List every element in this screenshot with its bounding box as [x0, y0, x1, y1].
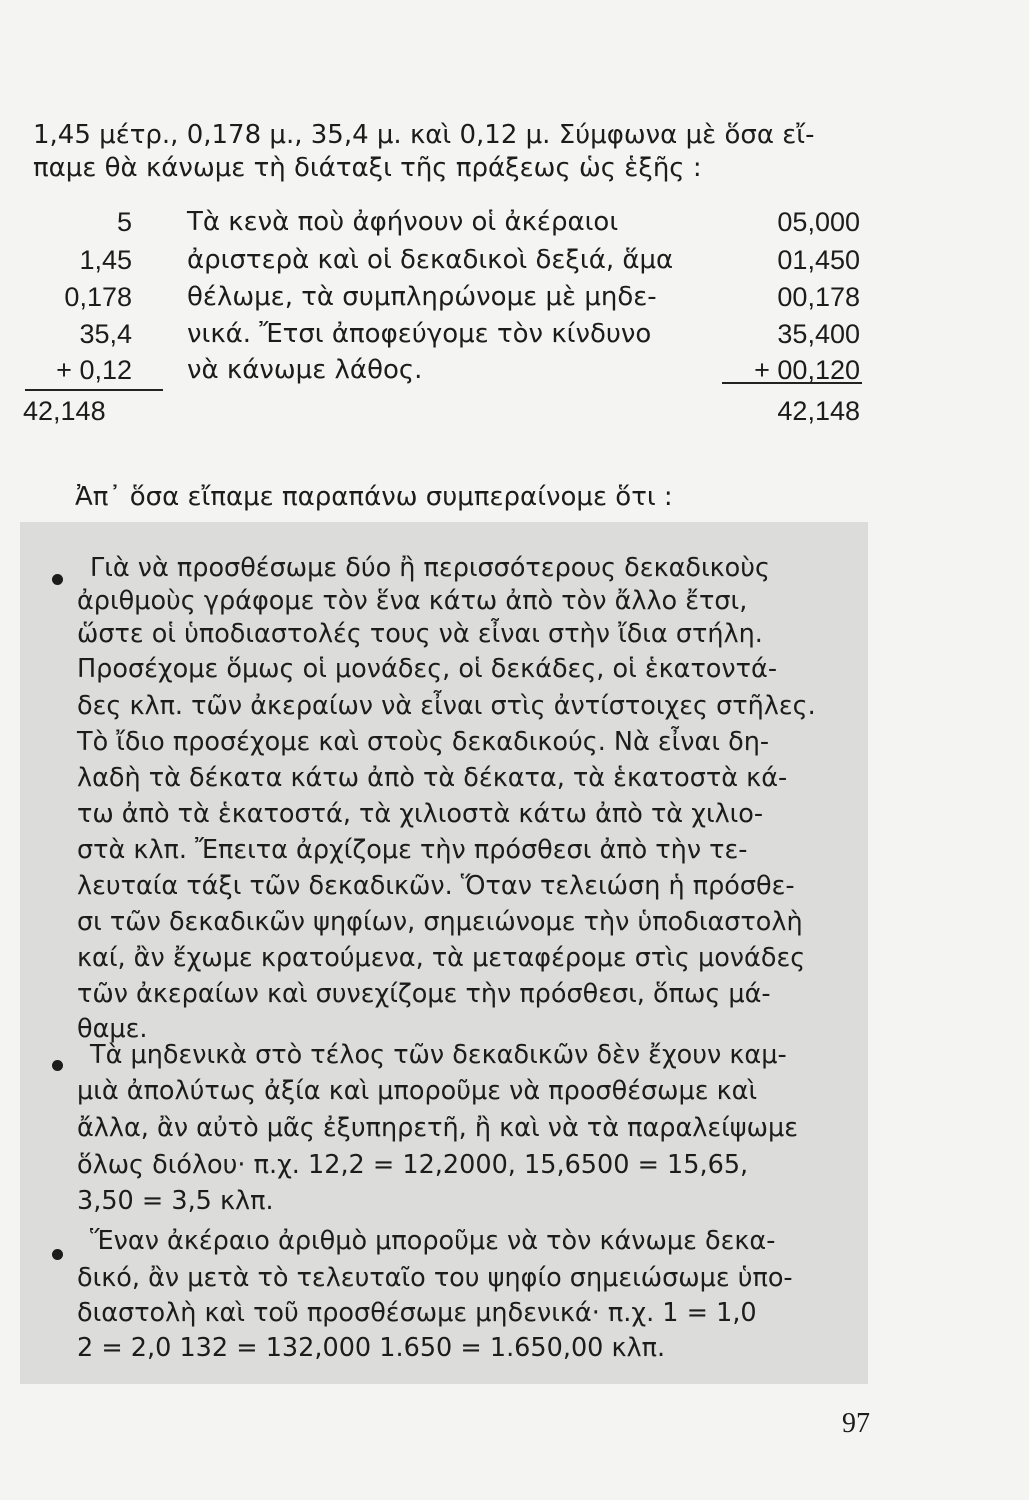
box-line: στὰ κλπ. Ἔπειτα ἀρχίζομε τὴν πρόσθεσι ἀπὸ τὴν τε-	[77, 835, 748, 865]
box-line: θαμε.	[77, 1014, 148, 1044]
right-term: 35,400	[777, 319, 860, 349]
note-line: νὰ κάνωμε λάθος.	[187, 355, 423, 385]
conclusion-line: Ἀπ᾿ ὅσα εἴπαμε παραπάνω συμπεραίνομε ὅτι :	[75, 482, 673, 512]
box-line: ὅλως διόλου· π.χ. 12,2 = 12,2000, 15,6500 = 15,65,	[77, 1150, 749, 1180]
box-line: τῶν ἀκεραίων καὶ συνεχίζομε τὴν πρόσθεσι, ὅπως μά-	[77, 979, 771, 1009]
left-term: 5	[116, 207, 132, 237]
box-line: 3,50 = 3,5 κλπ.	[77, 1186, 274, 1216]
left-sum-rule	[25, 389, 163, 391]
left-term: 1,45	[79, 245, 132, 275]
right-term: 01,450	[777, 245, 860, 275]
page-number: 97	[842, 1408, 870, 1439]
box-line: ἄλλα, ἂν αὐτὸ μᾶς ἐξυπηρετῆ, ἢ καὶ νὰ τὰ παραλείψωμε	[77, 1113, 798, 1143]
note-line: νικά. Ἔτσι ἀποφεύγομε τὸν κίνδυνο	[187, 319, 652, 349]
box-line: Ἕναν ἀκέραιο ἀριθμὸ μποροῦμε νὰ τὸν κάνωμε δεκα-	[90, 1226, 776, 1256]
box-line: τω ἀπὸ τὰ ἑκατοστά, τὰ χιλιοστὰ κάτω ἀπὸ τὰ χιλιο-	[77, 799, 764, 829]
box-line: ἀριθμοὺς γράφομε τὸν ἕνα κάτω ἀπὸ τὸν ἄλλο ἔτσι,	[77, 586, 748, 616]
box-line: δες κλπ. τῶν ἀκεραίων νὰ εἶναι στὶς ἀντίστοιχες στῆλες.	[77, 691, 816, 721]
box-line: διαστολὴ καὶ τοῦ προσθέσωμε μηδενικά· π.χ. 1 = 1,0	[77, 1298, 757, 1328]
box-line: λευταία τάξι τῶν δεκαδικῶν. Ὅταν τελειώση ἡ πρόσθε-	[77, 871, 795, 901]
left-term: + 0,12	[56, 355, 132, 385]
left-term: 35,4	[79, 319, 132, 349]
bullet-2	[52, 1060, 63, 1071]
right-term: 00,178	[777, 282, 860, 312]
box-line: καί, ἂν ἔχωμε κρατούμενα, τὰ μεταφέρομε στὶς μονάδες	[77, 943, 806, 973]
box-line: λαδὴ τὰ δέκατα κάτω ἀπὸ τὰ δέκατα, τὰ ἑκατοστὰ κά-	[77, 763, 788, 793]
bullet-3	[52, 1249, 63, 1260]
bullet-1	[52, 574, 63, 585]
intro-line-2: παμε θὰ κάνωμε τὴ διάταξι τῆς πράξεως ὡς ἑξῆς :	[33, 153, 702, 183]
box-line: 2 = 2,0 132 = 132,000 1.650 = 1.650,00 κλπ.	[77, 1333, 666, 1363]
left-total: 42,148	[23, 396, 106, 426]
box-line: Τὸ ἴδιο προσέχομε καὶ στοὺς δεκαδικούς. Νὰ εἶναι δη-	[77, 727, 770, 757]
note-line: ἀριστερὰ καὶ οἱ δεκαδικοὶ δεξιά, ἅμα	[187, 245, 674, 275]
note-line: θέλωμε, τὰ συμπληρώνομε μὲ μηδε-	[187, 282, 657, 312]
note-line: Τὰ κενὰ ποὺ ἀφήνουν οἱ ἀκέραιοι	[187, 207, 619, 237]
left-term: 0,178	[64, 282, 132, 312]
right-total: 42,148	[777, 396, 860, 426]
box-line: Τὰ μηδενικὰ στὸ τέλος τῶν δεκαδικῶν δὲν ἔχουν καμ-	[90, 1040, 787, 1070]
right-sum-rule	[722, 382, 862, 384]
right-term: + 00,120	[754, 355, 860, 385]
box-line: μιὰ ἀπολύτως ἀξία καὶ μποροῦμε νὰ προσθέσωμε καὶ	[77, 1076, 758, 1106]
box-line: δικό, ἂν μετὰ τὸ τελευταῖο του ψηφίο σημειώσωμε ὑπο-	[77, 1263, 793, 1293]
intro-line-1: 1,45 μέτρ., 0,178 μ., 35,4 μ. καὶ 0,12 μ. Σύμφωνα μὲ ὅσα εἴ-	[33, 120, 815, 150]
box-line: σι τῶν δεκαδικῶν ψηφίων, σημειώνομε τὴν ὑποδιαστολὴ	[77, 907, 803, 937]
box-line: Προσέχομε ὅμως οἱ μονάδες, οἱ δεκάδες, οἱ ἑκατοντά-	[77, 654, 778, 684]
box-line: Γιὰ νὰ προσθέσωμε δύο ἢ περισσότερους δεκαδικοὺς	[90, 553, 770, 583]
box-line: ὥστε οἱ ὑποδιαστολές τους νὰ εἶναι στὴν ἴδια στήλη.	[77, 619, 763, 649]
right-term: 05,000	[777, 207, 860, 237]
